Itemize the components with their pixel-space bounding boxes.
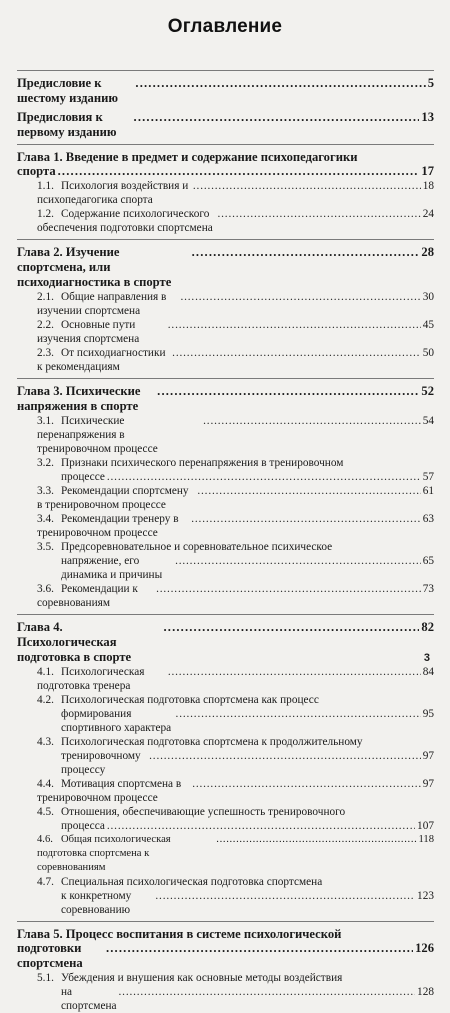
section-title: Психические перенапряжения в тренировочном процессе <box>37 415 158 455</box>
table-of-contents <box>17 66 434 1013</box>
leader-dots <box>134 110 420 125</box>
section-title: Мотивация спортсмена в тренировочном процессе <box>37 778 182 804</box>
chapter-title: Глава 5. Процесс воспитания в системе психологической <box>17 927 342 941</box>
chapter-title: Глава 1. Введение в предмет и содержание психопедагогики <box>17 150 358 164</box>
page-ref: 50 <box>422 347 434 359</box>
section-title-cont: на спортсмена <box>61 986 117 1012</box>
section-number: 2.2. <box>37 319 54 331</box>
section-title: Убеждения и внушения как основные методы воздействия <box>61 972 343 984</box>
toc-section[interactable] <box>17 665 434 693</box>
page-title: Оглавление <box>167 16 283 37</box>
section-number: 2.1. <box>37 291 54 303</box>
section-title-cont: процессе <box>61 471 105 483</box>
page-ref: 95 <box>422 708 434 720</box>
page-ref: 128 <box>417 986 434 998</box>
section-number: 4.5. <box>37 806 54 818</box>
section-title: Психология воздействия и психопедагогика спорта <box>37 180 189 206</box>
toc-section[interactable] <box>17 318 434 346</box>
toc-section[interactable] <box>17 540 434 582</box>
divider <box>17 239 434 240</box>
toc-entry-preface-1[interactable] <box>17 110 434 140</box>
leader-dots <box>176 707 421 721</box>
section-title: Отношения, обеспечивающие успешность тренировочного <box>61 806 346 818</box>
divider <box>17 378 434 379</box>
toc-section[interactable] <box>17 346 434 374</box>
leader-dots <box>155 889 415 903</box>
section-number: 3.3. <box>37 485 54 497</box>
section-title: Рекомендации тренеру в тренировочном процессе <box>37 513 179 539</box>
section-number: 4.2. <box>37 694 54 706</box>
toc-section[interactable] <box>17 971 434 1013</box>
leader-dots <box>180 290 420 304</box>
page-ref: 123 <box>417 890 434 902</box>
section-number: 3.5. <box>37 541 54 553</box>
toc-section[interactable] <box>17 693 434 735</box>
leader-dots <box>163 620 419 635</box>
chapter-title-cont: спорта <box>17 164 56 178</box>
toc-section[interactable] <box>17 290 434 318</box>
chapter-title: Глава 4. Психологическая подготовка в спорте <box>17 620 132 664</box>
section-title-cont: процесса <box>61 820 105 832</box>
page-ref: 61 <box>422 485 434 497</box>
toc-entry-preface-6[interactable] <box>17 76 434 106</box>
page-ref: 24 <box>422 208 434 220</box>
section-title-cont: формирования спортивного характера <box>61 708 172 734</box>
section-title: Специальная психологическая подготовка спортсмена <box>61 876 323 888</box>
toc-section[interactable] <box>17 484 434 512</box>
page-ref: 65 <box>422 555 434 567</box>
section-title-cont: напряжение, его динамика и причины <box>61 555 163 581</box>
toc-section[interactable] <box>17 179 434 207</box>
section-number: 4.3. <box>37 736 54 748</box>
leader-dots <box>119 985 416 999</box>
section-number: 4.6. <box>37 834 53 845</box>
page-ref: 17 <box>421 164 434 178</box>
chapter-title: Глава 3. Психические напряжения в спорте <box>17 384 141 413</box>
section-title: Психологическая подготовка спортсмена к продолжительному <box>61 736 363 748</box>
section-number: 4.1. <box>37 666 54 678</box>
section-number: 5.1. <box>37 972 54 984</box>
section-title-cont: тренировочному процессу <box>61 750 141 776</box>
leader-dots <box>135 76 425 91</box>
toc-chapter-4[interactable] <box>17 620 434 665</box>
section-number: 3.6. <box>37 583 54 595</box>
section-number: 4.7. <box>37 876 54 888</box>
leader-dots <box>168 318 421 332</box>
page-ref: 73 <box>422 583 434 595</box>
page-ref: 126 <box>415 941 434 955</box>
section-number: 1.1. <box>37 180 54 192</box>
section-title: От психодиагностики к рекомендациям <box>37 347 166 373</box>
leader-dots <box>216 833 416 847</box>
divider <box>17 70 434 71</box>
page-ref: 118 <box>418 834 434 845</box>
toc-section[interactable] <box>17 207 434 235</box>
page-ref: 28 <box>421 245 434 259</box>
section-number: 4.4. <box>37 778 54 790</box>
leader-dots <box>172 346 421 360</box>
entry-label: Предисловия к первому изданию <box>17 110 117 139</box>
section-number: 3.1. <box>37 415 54 427</box>
leader-dots <box>192 777 421 791</box>
section-title: Рекомендации к соревнованиям <box>37 583 138 609</box>
toc-chapter-3[interactable] <box>17 384 434 414</box>
leader-dots <box>156 582 421 596</box>
toc-chapter-1[interactable] <box>17 150 434 179</box>
toc-section[interactable] <box>17 414 434 456</box>
toc-section[interactable] <box>17 512 434 540</box>
leader-dots <box>192 245 420 260</box>
section-title: Общие направления в изучении спортсмена <box>37 291 167 317</box>
leader-dots <box>191 512 420 526</box>
toc-section[interactable] <box>17 833 434 875</box>
section-number: 3.2. <box>37 457 54 469</box>
leader-dots <box>203 414 421 428</box>
leader-dots <box>106 941 413 956</box>
chapter-title: Глава 2. Изучение спортсмена, или психодиагностика в спорте <box>17 245 172 289</box>
leader-dots <box>58 164 420 179</box>
section-title: Основные пути изучения спортсмена <box>37 319 140 345</box>
leader-dots <box>218 207 421 221</box>
divider <box>17 921 434 922</box>
leader-dots <box>197 484 420 498</box>
toc-section[interactable] <box>17 777 434 805</box>
leader-dots <box>149 749 421 763</box>
page-ref: 84 <box>422 666 434 678</box>
page-ref: 82 <box>421 620 434 634</box>
leader-dots <box>107 819 415 833</box>
chapter-title-cont: подготовки спортсмена <box>17 941 83 970</box>
toc-section[interactable] <box>17 735 434 777</box>
leader-dots <box>193 179 421 193</box>
page-ref: 52 <box>421 384 434 398</box>
section-title: Психологическая подготовка спортсмена как процесс <box>61 694 319 706</box>
page-ref: 107 <box>417 820 434 832</box>
page-ref: 30 <box>422 291 434 303</box>
page-ref: 13 <box>421 110 434 124</box>
page-ref: 57 <box>422 471 434 483</box>
section-title: Общая психологическая подготовка спортсмена к соревнованиям <box>37 834 171 873</box>
toc-section[interactable] <box>17 456 434 484</box>
page-ref: 45 <box>422 319 434 331</box>
section-number: 3.4. <box>37 513 54 525</box>
page-ref: 18 <box>422 180 434 192</box>
toc-section[interactable] <box>17 875 434 917</box>
section-title: Рекомендации спортсмену в тренировочном процессе <box>37 485 189 511</box>
divider <box>17 144 434 145</box>
toc-section[interactable] <box>17 582 434 610</box>
toc-chapter-2[interactable] <box>17 245 434 290</box>
page-number: 3 <box>423 652 430 664</box>
section-title: Признаки психического перенапряжения в тренировочном <box>61 457 344 469</box>
page-ref: 97 <box>422 778 434 790</box>
leader-dots <box>107 470 421 484</box>
toc-section[interactable] <box>17 805 434 833</box>
leader-dots <box>168 665 421 679</box>
section-title-cont: к конкретному соревнованию <box>61 890 132 916</box>
section-title: Психологическая подготовка тренера <box>37 666 145 692</box>
section-title: Предсоревновательное и соревновательное психическое <box>61 541 333 553</box>
page-ref: 5 <box>427 76 434 90</box>
page-ref: 63 <box>422 513 434 525</box>
divider <box>17 614 434 615</box>
page-ref: 97 <box>422 750 434 762</box>
toc-chapter-5[interactable] <box>17 927 434 971</box>
entry-label: Предисловие к шестому изданию <box>17 76 118 105</box>
leader-dots <box>175 554 421 568</box>
page-ref: 54 <box>422 415 434 427</box>
leader-dots <box>157 384 419 399</box>
section-number: 1.2. <box>37 208 54 220</box>
section-number: 2.3. <box>37 347 54 359</box>
section-title: Содержание психологического обеспечения подготовки спортсмена <box>37 208 213 234</box>
